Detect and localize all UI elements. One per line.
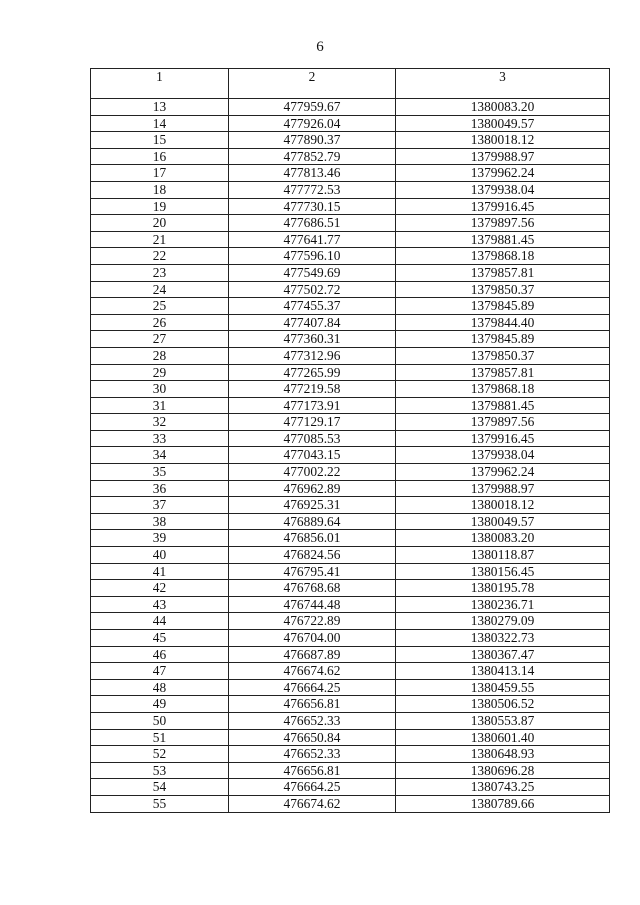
table-row bbox=[91, 779, 610, 796]
coord-x-cell: 477502.72 bbox=[229, 281, 396, 298]
coord-y-cell: 1380601.40 bbox=[396, 729, 610, 746]
table-row bbox=[91, 198, 610, 215]
table-row bbox=[91, 696, 610, 713]
table-row bbox=[91, 148, 610, 165]
coord-x-cell: 476824.56 bbox=[229, 547, 396, 564]
coord-y-cell: 1380049.57 bbox=[396, 115, 610, 132]
coord-x-cell: 476889.64 bbox=[229, 513, 396, 530]
coord-x-cell: 477407.84 bbox=[229, 314, 396, 331]
point-number-cell: 42 bbox=[91, 580, 229, 597]
point-number-cell: 30 bbox=[91, 381, 229, 398]
table-row bbox=[91, 381, 610, 398]
point-number-cell: 17 bbox=[91, 165, 229, 182]
coord-y-cell: 1380083.20 bbox=[396, 530, 610, 547]
coord-x-cell: 477549.69 bbox=[229, 264, 396, 281]
point-number-cell: 55 bbox=[91, 795, 229, 812]
point-number-cell: 25 bbox=[91, 298, 229, 315]
coord-y-cell: 1379916.45 bbox=[396, 430, 610, 447]
point-number-cell: 26 bbox=[91, 314, 229, 331]
coord-y-cell: 1379962.24 bbox=[396, 464, 610, 481]
table-row bbox=[91, 679, 610, 696]
coord-x-cell: 477312.96 bbox=[229, 347, 396, 364]
coord-x-cell: 476962.89 bbox=[229, 480, 396, 497]
table-header-row bbox=[91, 69, 610, 99]
coord-y-cell: 1379988.97 bbox=[396, 148, 610, 165]
coord-x-cell: 477730.15 bbox=[229, 198, 396, 215]
table-row bbox=[91, 248, 610, 265]
point-number-cell: 51 bbox=[91, 729, 229, 746]
point-number-cell: 37 bbox=[91, 497, 229, 514]
table-row bbox=[91, 115, 610, 132]
table-row bbox=[91, 231, 610, 248]
point-number-cell: 46 bbox=[91, 646, 229, 663]
coord-x-cell: 477360.31 bbox=[229, 331, 396, 348]
point-number-cell: 54 bbox=[91, 779, 229, 796]
table-row bbox=[91, 181, 610, 198]
point-number-cell: 44 bbox=[91, 613, 229, 630]
coord-x-cell: 476795.41 bbox=[229, 563, 396, 580]
table-row bbox=[91, 663, 610, 680]
point-number-cell: 16 bbox=[91, 148, 229, 165]
point-number-cell: 49 bbox=[91, 696, 229, 713]
point-number-cell: 40 bbox=[91, 547, 229, 564]
coord-x-cell: 476656.81 bbox=[229, 696, 396, 713]
coord-y-cell: 1380018.12 bbox=[396, 132, 610, 149]
coord-y-cell: 1380367.47 bbox=[396, 646, 610, 663]
point-number-cell: 21 bbox=[91, 231, 229, 248]
table-row bbox=[91, 264, 610, 281]
coord-y-cell: 1380156.45 bbox=[396, 563, 610, 580]
coord-y-cell: 1380018.12 bbox=[396, 497, 610, 514]
coord-y-cell: 1379845.89 bbox=[396, 298, 610, 315]
coord-y-cell: 1379938.04 bbox=[396, 447, 610, 464]
coord-x-cell: 477085.53 bbox=[229, 430, 396, 447]
point-number-cell: 52 bbox=[91, 746, 229, 763]
coord-y-cell: 1379988.97 bbox=[396, 480, 610, 497]
point-number-cell: 18 bbox=[91, 181, 229, 198]
table-row bbox=[91, 547, 610, 564]
point-number-cell: 29 bbox=[91, 364, 229, 381]
coord-x-cell: 476925.31 bbox=[229, 497, 396, 514]
point-number-cell: 22 bbox=[91, 248, 229, 265]
coord-x-cell: 476664.25 bbox=[229, 679, 396, 696]
table-row bbox=[91, 580, 610, 597]
table-row bbox=[91, 397, 610, 414]
coord-x-cell: 477959.67 bbox=[229, 99, 396, 116]
coord-y-cell: 1380195.78 bbox=[396, 580, 610, 597]
table-row bbox=[91, 613, 610, 630]
table-row bbox=[91, 430, 610, 447]
table-row bbox=[91, 314, 610, 331]
coord-x-cell: 477265.99 bbox=[229, 364, 396, 381]
table-row bbox=[91, 331, 610, 348]
coord-y-cell: 1380413.14 bbox=[396, 663, 610, 680]
point-number-cell: 24 bbox=[91, 281, 229, 298]
coord-x-cell: 477852.79 bbox=[229, 148, 396, 165]
coord-y-cell: 1379868.18 bbox=[396, 248, 610, 265]
point-number-cell: 15 bbox=[91, 132, 229, 149]
point-number-cell: 28 bbox=[91, 347, 229, 364]
table-row bbox=[91, 132, 610, 149]
point-number-cell: 34 bbox=[91, 447, 229, 464]
coord-x-cell: 476674.62 bbox=[229, 663, 396, 680]
coord-y-cell: 1379916.45 bbox=[396, 198, 610, 215]
page-number: 6 bbox=[316, 39, 324, 55]
coord-x-cell: 476652.33 bbox=[229, 746, 396, 763]
coord-y-cell: 1380648.93 bbox=[396, 746, 610, 763]
table-row bbox=[91, 281, 610, 298]
coord-y-cell: 1380279.09 bbox=[396, 613, 610, 630]
coord-y-cell: 1379844.40 bbox=[396, 314, 610, 331]
table-row bbox=[91, 447, 610, 464]
coord-x-cell: 476664.25 bbox=[229, 779, 396, 796]
table-row bbox=[91, 513, 610, 530]
coord-y-cell: 1379850.37 bbox=[396, 281, 610, 298]
point-number-cell: 27 bbox=[91, 331, 229, 348]
coord-x-cell: 477129.17 bbox=[229, 414, 396, 431]
table-row bbox=[91, 497, 610, 514]
coord-y-cell: 1380459.55 bbox=[396, 679, 610, 696]
table-row bbox=[91, 646, 610, 663]
coord-y-cell: 1380553.87 bbox=[396, 712, 610, 729]
point-number-cell: 45 bbox=[91, 630, 229, 647]
table-row bbox=[91, 464, 610, 481]
table-row bbox=[91, 480, 610, 497]
coordinates-table-body bbox=[91, 69, 610, 813]
table-row bbox=[91, 630, 610, 647]
coord-y-cell: 1380506.52 bbox=[396, 696, 610, 713]
table-row bbox=[91, 563, 610, 580]
point-number-cell: 19 bbox=[91, 198, 229, 215]
point-number-cell: 38 bbox=[91, 513, 229, 530]
table-row bbox=[91, 712, 610, 729]
coordinates-table bbox=[90, 68, 610, 813]
coord-x-cell: 476768.68 bbox=[229, 580, 396, 597]
table-row bbox=[91, 99, 610, 116]
table-row bbox=[91, 165, 610, 182]
coord-y-cell: 1379962.24 bbox=[396, 165, 610, 182]
coord-x-cell: 476656.81 bbox=[229, 762, 396, 779]
point-number-cell: 50 bbox=[91, 712, 229, 729]
coord-x-cell: 477455.37 bbox=[229, 298, 396, 315]
coord-y-cell: 1379868.18 bbox=[396, 381, 610, 398]
point-number-cell: 53 bbox=[91, 762, 229, 779]
point-number-cell: 31 bbox=[91, 397, 229, 414]
table-row bbox=[91, 596, 610, 613]
header-col-3: 3 bbox=[396, 69, 610, 99]
coord-y-cell: 1380743.25 bbox=[396, 779, 610, 796]
point-number-cell: 35 bbox=[91, 464, 229, 481]
coord-x-cell: 477641.77 bbox=[229, 231, 396, 248]
coord-x-cell: 477686.51 bbox=[229, 215, 396, 232]
point-number-cell: 43 bbox=[91, 596, 229, 613]
coord-y-cell: 1379897.56 bbox=[396, 414, 610, 431]
coord-x-cell: 477926.04 bbox=[229, 115, 396, 132]
coord-x-cell: 476744.48 bbox=[229, 596, 396, 613]
point-number-cell: 47 bbox=[91, 663, 229, 680]
table-row bbox=[91, 762, 610, 779]
point-number-cell: 36 bbox=[91, 480, 229, 497]
coord-y-cell: 1380049.57 bbox=[396, 513, 610, 530]
point-number-cell: 13 bbox=[91, 99, 229, 116]
coord-x-cell: 477219.58 bbox=[229, 381, 396, 398]
table-row bbox=[91, 414, 610, 431]
coord-y-cell: 1379897.56 bbox=[396, 215, 610, 232]
coord-x-cell: 477813.46 bbox=[229, 165, 396, 182]
point-number-cell: 23 bbox=[91, 264, 229, 281]
coord-y-cell: 1379850.37 bbox=[396, 347, 610, 364]
coord-y-cell: 1380083.20 bbox=[396, 99, 610, 116]
point-number-cell: 33 bbox=[91, 430, 229, 447]
coord-x-cell: 476652.33 bbox=[229, 712, 396, 729]
coord-y-cell: 1379857.81 bbox=[396, 264, 610, 281]
coord-y-cell: 1379857.81 bbox=[396, 364, 610, 381]
header-col-2: 2 bbox=[229, 69, 396, 99]
coord-x-cell: 476722.89 bbox=[229, 613, 396, 630]
coord-x-cell: 477596.10 bbox=[229, 248, 396, 265]
coord-y-cell: 1380696.28 bbox=[396, 762, 610, 779]
point-number-cell: 20 bbox=[91, 215, 229, 232]
coord-y-cell: 1380118.87 bbox=[396, 547, 610, 564]
coord-x-cell: 477173.91 bbox=[229, 397, 396, 414]
table-row bbox=[91, 729, 610, 746]
table-row bbox=[91, 795, 610, 812]
coord-x-cell: 477890.37 bbox=[229, 132, 396, 149]
coord-x-cell: 477002.22 bbox=[229, 464, 396, 481]
point-number-cell: 48 bbox=[91, 679, 229, 696]
table-row bbox=[91, 530, 610, 547]
point-number-cell: 14 bbox=[91, 115, 229, 132]
table-row bbox=[91, 364, 610, 381]
coord-x-cell: 477043.15 bbox=[229, 447, 396, 464]
coord-x-cell: 476650.84 bbox=[229, 729, 396, 746]
coord-y-cell: 1379881.45 bbox=[396, 231, 610, 248]
header-col-1: 1 bbox=[91, 69, 229, 99]
coord-y-cell: 1380789.66 bbox=[396, 795, 610, 812]
point-number-cell: 39 bbox=[91, 530, 229, 547]
coord-y-cell: 1380236.71 bbox=[396, 596, 610, 613]
table-row bbox=[91, 298, 610, 315]
coord-x-cell: 476704.00 bbox=[229, 630, 396, 647]
table-row bbox=[91, 746, 610, 763]
coord-x-cell: 476856.01 bbox=[229, 530, 396, 547]
point-number-cell: 41 bbox=[91, 563, 229, 580]
coord-x-cell: 476687.89 bbox=[229, 646, 396, 663]
coord-x-cell: 476674.62 bbox=[229, 795, 396, 812]
point-number-cell: 32 bbox=[91, 414, 229, 431]
coord-y-cell: 1379938.04 bbox=[396, 181, 610, 198]
table-row bbox=[91, 347, 610, 364]
coord-y-cell: 1379845.89 bbox=[396, 331, 610, 348]
table-row bbox=[91, 215, 610, 232]
coord-y-cell: 1380322.73 bbox=[396, 630, 610, 647]
coord-y-cell: 1379881.45 bbox=[396, 397, 610, 414]
coord-x-cell: 477772.53 bbox=[229, 181, 396, 198]
